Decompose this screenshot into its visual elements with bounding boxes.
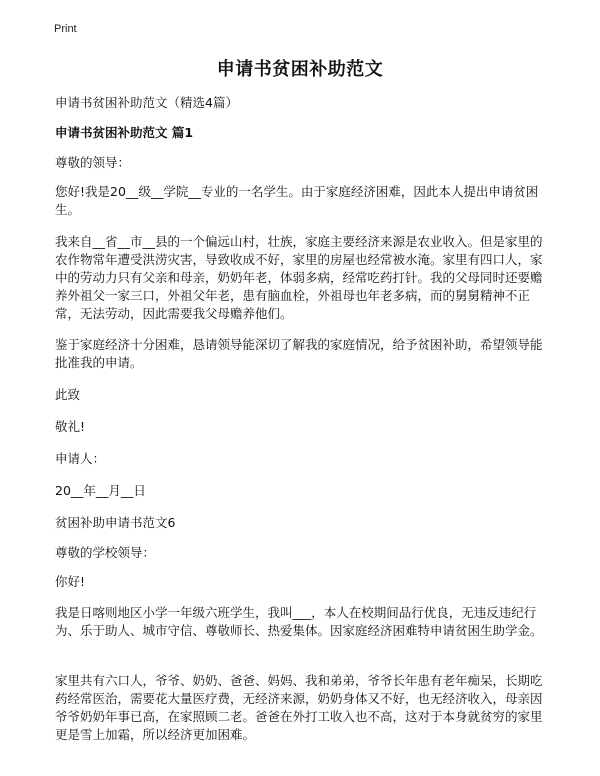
body-paragraph: 我来自__省__市__县的一个偏远山村，壮族，家庭主要经济来源是农业收入。但是家里的农作物常年遭受洪涝灾害，导致收成不好，家里的房屋也经常被水淹。家里有四口人，家中的劳动力只有父亲和母亲，奶奶年老，体弱多病，经常吃药打针。我的父母同时还要赡养外祖父一家三口，外祖父年老，患有脑血栓，外祖母也年老多病，而的舅舅精神不正常，无法劳动，因此需要我父母赡养他们。: [55, 234, 543, 321]
body-paragraph: 鉴于家庭经济十分困难，恳请领导能深切了解我的家庭情况，给予贫困补助，希望领导能批准我的申请。: [55, 337, 543, 370]
salutation: 尊敬的学校领导：: [55, 545, 156, 560]
section-heading: 申请书贫困补助范文 篇1: [55, 125, 194, 140]
body-paragraph: 家里共有六口人，爷爷、奶奶、爸爸、妈妈、我和弟弟，爷爷长年患有老年痴呆，长期吃药经常医治，需要花大量医疗费，无经济来源，奶奶身体又不好，也无经济收入，母亲因爷爷奶奶年事已高，在家照顾二老。爸爸在外打工收入也不高，这对于本身就贫穷的家里更是雪上加霜，所以经济更加困难。: [55, 673, 543, 742]
closing-line: 敬礼!: [55, 419, 86, 434]
salutation: 尊敬的领导：: [55, 155, 131, 170]
body-paragraph: 我是日喀则地区小学一年级六班学生，我叫___，本人在校期间品行优良，无违反违纪行为、乐于助人、城市守信、尊敬师长、热爱集体。因家庭经济困难特申请贫困生助学金。: [55, 605, 543, 638]
applicant-label: 申请人：: [55, 451, 106, 466]
date-line: 20__年__月__日: [55, 483, 146, 498]
closing-line: 此致: [55, 387, 81, 402]
greeting: 你好!: [55, 574, 86, 589]
document-subtitle: 申请书贫困补助范文（精选4篇）: [55, 95, 238, 110]
section-title: 贫困补助申请书范文6: [55, 515, 176, 530]
body-paragraph: 您好!我是20__级__学院__专业的一名学生。由于家庭经济困难，因此本人提出申请贫困生。: [55, 184, 539, 217]
print-label[interactable]: Print: [54, 23, 77, 35]
document-title: 申请书贫困补助范文: [216, 59, 384, 80]
